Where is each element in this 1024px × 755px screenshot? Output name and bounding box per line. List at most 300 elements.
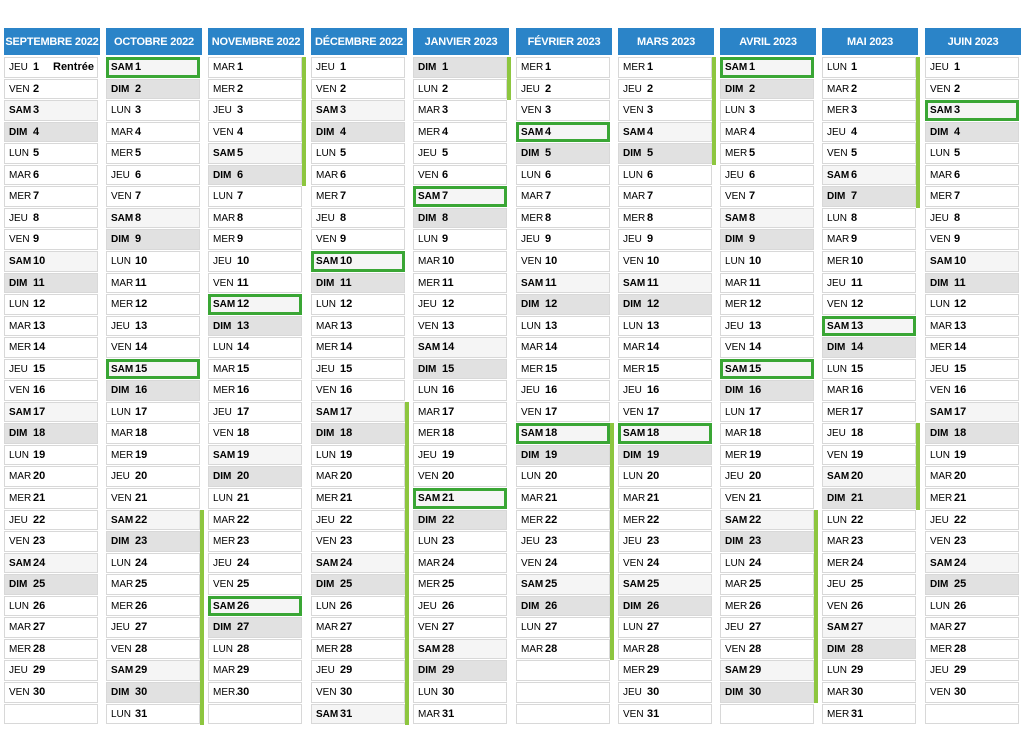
day-cell[interactable] [4, 488, 98, 509]
day-cell[interactable] [208, 660, 302, 681]
day-cell[interactable] [720, 294, 814, 315]
day-cell[interactable] [208, 402, 302, 423]
day-cell[interactable] [720, 100, 814, 121]
day-cell[interactable] [208, 639, 302, 660]
day-cell[interactable] [413, 531, 507, 552]
day-cell[interactable] [413, 617, 507, 638]
day-cell[interactable] [4, 122, 98, 143]
day-cell[interactable] [311, 251, 405, 272]
day-cell[interactable] [413, 251, 507, 272]
day-cell[interactable] [925, 208, 1019, 229]
day-cell[interactable] [413, 186, 507, 207]
day-cell[interactable] [822, 165, 916, 186]
day-cell[interactable] [618, 553, 712, 574]
day-cell[interactable] [106, 294, 200, 315]
day-cell[interactable] [311, 574, 405, 595]
day-cell[interactable] [618, 423, 712, 444]
day-cell[interactable] [311, 660, 405, 681]
day-cell[interactable] [822, 660, 916, 681]
day-cell[interactable] [208, 79, 302, 100]
day-cell[interactable] [822, 574, 916, 595]
day-cell[interactable] [720, 143, 814, 164]
day-cell[interactable] [311, 122, 405, 143]
day-cell[interactable] [106, 273, 200, 294]
day-cell[interactable] [925, 553, 1019, 574]
day-cell[interactable] [618, 57, 712, 78]
day-cell[interactable] [311, 423, 405, 444]
day-cell[interactable] [822, 617, 916, 638]
day-cell[interactable] [925, 488, 1019, 509]
day-cell[interactable] [822, 273, 916, 294]
day-cell[interactable] [516, 445, 610, 466]
day-cell[interactable] [413, 122, 507, 143]
day-cell[interactable] [413, 380, 507, 401]
day-cell[interactable] [925, 510, 1019, 531]
day-cell[interactable] [720, 57, 814, 78]
day-cell[interactable] [4, 423, 98, 444]
day-cell[interactable] [106, 186, 200, 207]
day-cell[interactable] [516, 574, 610, 595]
day-cell[interactable] [516, 143, 610, 164]
day-cell[interactable] [516, 186, 610, 207]
day-cell[interactable] [106, 466, 200, 487]
day-cell[interactable] [106, 510, 200, 531]
day-cell[interactable] [822, 57, 916, 78]
day-cell[interactable] [516, 531, 610, 552]
day-cell[interactable] [208, 186, 302, 207]
day-cell[interactable] [4, 574, 98, 595]
day-cell[interactable] [822, 208, 916, 229]
day-cell[interactable] [413, 488, 507, 509]
day-cell[interactable] [822, 510, 916, 531]
day-cell[interactable] [106, 251, 200, 272]
day-cell[interactable] [618, 380, 712, 401]
day-cell[interactable] [311, 337, 405, 358]
day-cell[interactable] [4, 251, 98, 272]
day-cell[interactable] [208, 553, 302, 574]
day-cell[interactable] [720, 423, 814, 444]
day-cell[interactable] [413, 596, 507, 617]
day-cell[interactable] [822, 682, 916, 703]
day-cell[interactable] [720, 596, 814, 617]
day-cell[interactable] [208, 359, 302, 380]
day-cell[interactable] [618, 617, 712, 638]
day-cell[interactable] [208, 596, 302, 617]
day-cell[interactable] [4, 208, 98, 229]
day-cell[interactable] [516, 251, 610, 272]
day-cell[interactable] [516, 488, 610, 509]
day-cell[interactable] [822, 639, 916, 660]
day-cell[interactable] [311, 402, 405, 423]
day-cell[interactable] [925, 337, 1019, 358]
day-cell[interactable] [720, 337, 814, 358]
day-cell[interactable] [4, 402, 98, 423]
day-cell[interactable] [822, 380, 916, 401]
day-cell[interactable] [208, 273, 302, 294]
day-cell[interactable] [106, 316, 200, 337]
day-cell[interactable] [106, 79, 200, 100]
day-cell[interactable] [208, 510, 302, 531]
day-cell[interactable] [618, 143, 712, 164]
day-cell[interactable] [311, 57, 405, 78]
day-cell[interactable] [106, 596, 200, 617]
day-cell[interactable] [4, 660, 98, 681]
day-cell[interactable] [4, 186, 98, 207]
day-cell[interactable] [4, 165, 98, 186]
day-cell[interactable] [4, 229, 98, 250]
day-cell[interactable] [413, 402, 507, 423]
day-cell[interactable] [106, 208, 200, 229]
day-cell[interactable] [413, 682, 507, 703]
day-cell[interactable] [720, 617, 814, 638]
day-cell[interactable] [106, 402, 200, 423]
day-cell[interactable] [516, 100, 610, 121]
day-cell[interactable] [618, 186, 712, 207]
day-cell[interactable] [822, 294, 916, 315]
day-cell[interactable] [4, 79, 98, 100]
day-cell[interactable] [516, 466, 610, 487]
day-cell[interactable] [822, 337, 916, 358]
day-cell[interactable] [106, 531, 200, 552]
day-cell[interactable] [720, 79, 814, 100]
day-cell[interactable] [106, 445, 200, 466]
day-cell[interactable] [618, 704, 712, 725]
day-cell[interactable] [516, 208, 610, 229]
day-cell[interactable] [720, 122, 814, 143]
day-cell[interactable] [516, 229, 610, 250]
day-cell[interactable] [618, 574, 712, 595]
day-cell[interactable] [925, 466, 1019, 487]
day-cell[interactable] [925, 639, 1019, 660]
day-cell[interactable] [208, 100, 302, 121]
day-cell[interactable] [822, 466, 916, 487]
day-cell[interactable] [413, 316, 507, 337]
day-cell[interactable] [618, 294, 712, 315]
day-cell[interactable] [618, 466, 712, 487]
day-cell[interactable] [208, 423, 302, 444]
day-cell[interactable] [4, 143, 98, 164]
day-cell[interactable] [311, 143, 405, 164]
day-cell[interactable] [208, 574, 302, 595]
day-cell[interactable] [720, 639, 814, 660]
day-cell[interactable] [925, 229, 1019, 250]
day-cell[interactable] [208, 122, 302, 143]
day-cell[interactable] [311, 510, 405, 531]
day-cell[interactable] [4, 380, 98, 401]
day-cell[interactable] [618, 445, 712, 466]
day-cell[interactable] [106, 660, 200, 681]
day-cell[interactable] [822, 704, 916, 725]
day-cell[interactable] [311, 316, 405, 337]
day-cell[interactable] [822, 100, 916, 121]
day-cell[interactable] [311, 682, 405, 703]
day-cell[interactable] [516, 165, 610, 186]
day-cell[interactable] [516, 337, 610, 358]
day-cell[interactable] [516, 359, 610, 380]
day-cell[interactable] [311, 553, 405, 574]
day-cell[interactable] [413, 423, 507, 444]
day-cell[interactable] [925, 251, 1019, 272]
day-cell[interactable] [720, 682, 814, 703]
day-cell[interactable] [720, 165, 814, 186]
day-cell[interactable] [925, 445, 1019, 466]
day-cell[interactable] [516, 316, 610, 337]
day-cell[interactable] [4, 682, 98, 703]
day-cell[interactable] [208, 229, 302, 250]
day-cell[interactable] [516, 402, 610, 423]
day-cell[interactable] [106, 165, 200, 186]
day-cell[interactable] [106, 574, 200, 595]
day-cell[interactable] [822, 122, 916, 143]
day-cell[interactable] [822, 229, 916, 250]
day-cell[interactable] [4, 100, 98, 121]
day-cell[interactable] [822, 359, 916, 380]
day-cell[interactable] [311, 639, 405, 660]
day-cell[interactable] [618, 251, 712, 272]
day-cell[interactable] [413, 79, 507, 100]
day-cell[interactable] [925, 100, 1019, 121]
day-cell[interactable] [925, 596, 1019, 617]
day-cell[interactable] [4, 510, 98, 531]
day-cell[interactable] [822, 402, 916, 423]
day-cell[interactable] [208, 251, 302, 272]
day-cell[interactable] [618, 596, 712, 617]
day-cell[interactable] [106, 229, 200, 250]
day-cell[interactable] [822, 251, 916, 272]
day-cell[interactable] [311, 531, 405, 552]
day-cell[interactable] [311, 617, 405, 638]
day-cell[interactable] [516, 553, 610, 574]
day-cell[interactable] [925, 186, 1019, 207]
day-cell[interactable] [720, 466, 814, 487]
day-cell[interactable] [106, 553, 200, 574]
day-cell[interactable] [925, 165, 1019, 186]
day-cell[interactable] [822, 553, 916, 574]
day-cell[interactable] [720, 251, 814, 272]
day-cell[interactable] [925, 316, 1019, 337]
day-cell[interactable] [106, 122, 200, 143]
day-cell[interactable] [618, 359, 712, 380]
day-cell[interactable] [4, 617, 98, 638]
day-cell[interactable] [822, 186, 916, 207]
day-cell[interactable] [413, 660, 507, 681]
day-cell[interactable] [413, 273, 507, 294]
day-cell[interactable] [4, 316, 98, 337]
day-cell[interactable] [413, 229, 507, 250]
day-cell[interactable] [925, 574, 1019, 595]
day-cell[interactable] [311, 704, 405, 725]
day-cell[interactable] [4, 273, 98, 294]
day-cell[interactable] [413, 704, 507, 725]
day-cell[interactable] [208, 380, 302, 401]
day-cell[interactable] [106, 423, 200, 444]
day-cell[interactable] [925, 57, 1019, 78]
day-cell[interactable] [925, 273, 1019, 294]
day-cell[interactable] [413, 574, 507, 595]
day-cell[interactable] [106, 359, 200, 380]
day-cell[interactable] [618, 402, 712, 423]
day-cell[interactable] [208, 488, 302, 509]
day-cell[interactable] [720, 316, 814, 337]
day-cell[interactable] [822, 531, 916, 552]
day-cell[interactable] [208, 337, 302, 358]
day-cell[interactable] [4, 445, 98, 466]
day-cell[interactable] [925, 122, 1019, 143]
day-cell[interactable] [208, 682, 302, 703]
day-cell[interactable] [4, 553, 98, 574]
day-cell[interactable] [413, 639, 507, 660]
day-cell[interactable] [618, 510, 712, 531]
day-cell[interactable] [618, 337, 712, 358]
day-cell[interactable] [106, 639, 200, 660]
day-cell[interactable] [720, 510, 814, 531]
day-cell[interactable] [822, 143, 916, 164]
day-cell[interactable] [4, 337, 98, 358]
day-cell[interactable] [311, 165, 405, 186]
day-cell[interactable] [106, 380, 200, 401]
day-cell[interactable] [311, 273, 405, 294]
day-cell[interactable] [4, 57, 98, 78]
day-cell[interactable] [208, 466, 302, 487]
day-cell[interactable] [311, 488, 405, 509]
day-cell[interactable] [720, 660, 814, 681]
day-cell[interactable] [618, 79, 712, 100]
day-cell[interactable] [4, 531, 98, 552]
day-cell[interactable] [4, 359, 98, 380]
day-cell[interactable] [618, 100, 712, 121]
day-cell[interactable] [516, 510, 610, 531]
day-cell[interactable] [720, 208, 814, 229]
day-cell[interactable] [618, 229, 712, 250]
day-cell[interactable] [822, 316, 916, 337]
day-cell[interactable] [311, 380, 405, 401]
day-cell[interactable] [413, 445, 507, 466]
day-cell[interactable] [311, 596, 405, 617]
day-cell[interactable] [208, 445, 302, 466]
day-cell[interactable] [311, 229, 405, 250]
day-cell[interactable] [413, 337, 507, 358]
day-cell[interactable] [4, 639, 98, 660]
day-cell[interactable] [208, 57, 302, 78]
day-cell[interactable] [618, 165, 712, 186]
day-cell[interactable] [925, 660, 1019, 681]
day-cell[interactable] [516, 596, 610, 617]
day-cell[interactable] [822, 79, 916, 100]
day-cell[interactable] [106, 143, 200, 164]
day-cell[interactable] [822, 445, 916, 466]
day-cell[interactable] [925, 359, 1019, 380]
day-cell[interactable] [311, 466, 405, 487]
day-cell[interactable] [516, 380, 610, 401]
day-cell[interactable] [720, 229, 814, 250]
day-cell[interactable] [208, 617, 302, 638]
day-cell[interactable] [516, 617, 610, 638]
day-cell[interactable] [925, 380, 1019, 401]
day-cell[interactable] [925, 617, 1019, 638]
day-cell[interactable] [311, 186, 405, 207]
day-cell[interactable] [208, 143, 302, 164]
day-cell[interactable] [925, 682, 1019, 703]
day-cell[interactable] [106, 337, 200, 358]
day-cell[interactable] [516, 122, 610, 143]
day-cell[interactable] [413, 57, 507, 78]
day-cell[interactable] [516, 423, 610, 444]
day-cell[interactable] [618, 488, 712, 509]
day-cell[interactable] [925, 402, 1019, 423]
day-cell[interactable] [106, 488, 200, 509]
day-cell[interactable] [720, 531, 814, 552]
day-cell[interactable] [311, 100, 405, 121]
day-cell[interactable] [106, 57, 200, 78]
day-cell[interactable] [822, 488, 916, 509]
day-cell[interactable] [822, 423, 916, 444]
day-cell[interactable] [618, 273, 712, 294]
day-cell[interactable] [618, 316, 712, 337]
day-cell[interactable] [106, 100, 200, 121]
day-cell[interactable] [311, 208, 405, 229]
day-cell[interactable] [618, 122, 712, 143]
day-cell[interactable] [516, 273, 610, 294]
day-cell[interactable] [618, 531, 712, 552]
day-cell[interactable] [4, 294, 98, 315]
day-cell[interactable] [311, 294, 405, 315]
day-cell[interactable] [208, 531, 302, 552]
day-cell[interactable] [516, 639, 610, 660]
day-cell[interactable] [516, 57, 610, 78]
day-cell[interactable] [106, 617, 200, 638]
day-cell[interactable] [925, 423, 1019, 444]
day-cell[interactable] [311, 79, 405, 100]
day-cell[interactable] [208, 165, 302, 186]
day-cell[interactable] [516, 79, 610, 100]
day-cell[interactable] [618, 639, 712, 660]
day-cell[interactable] [4, 596, 98, 617]
day-cell[interactable] [720, 445, 814, 466]
day-cell[interactable] [413, 208, 507, 229]
day-cell[interactable] [4, 466, 98, 487]
day-cell[interactable] [413, 553, 507, 574]
day-cell[interactable] [106, 682, 200, 703]
day-cell[interactable] [618, 682, 712, 703]
day-cell[interactable] [720, 553, 814, 574]
day-cell[interactable] [413, 143, 507, 164]
day-cell[interactable] [720, 574, 814, 595]
day-cell[interactable] [925, 294, 1019, 315]
day-cell[interactable] [311, 445, 405, 466]
day-cell[interactable] [822, 596, 916, 617]
day-cell[interactable] [720, 380, 814, 401]
day-cell[interactable] [516, 294, 610, 315]
day-cell[interactable] [413, 294, 507, 315]
day-cell[interactable] [413, 100, 507, 121]
day-cell[interactable] [413, 466, 507, 487]
day-cell[interactable] [413, 165, 507, 186]
day-cell[interactable] [618, 660, 712, 681]
day-cell[interactable] [106, 704, 200, 725]
day-cell[interactable] [720, 273, 814, 294]
day-cell[interactable] [720, 488, 814, 509]
day-cell[interactable] [925, 143, 1019, 164]
day-cell[interactable] [413, 510, 507, 531]
day-cell[interactable] [925, 79, 1019, 100]
day-cell[interactable] [208, 316, 302, 337]
day-cell[interactable] [720, 186, 814, 207]
day-cell[interactable] [208, 294, 302, 315]
day-cell[interactable] [720, 402, 814, 423]
day-cell[interactable] [311, 359, 405, 380]
day-cell[interactable] [618, 208, 712, 229]
day-cell[interactable] [413, 359, 507, 380]
